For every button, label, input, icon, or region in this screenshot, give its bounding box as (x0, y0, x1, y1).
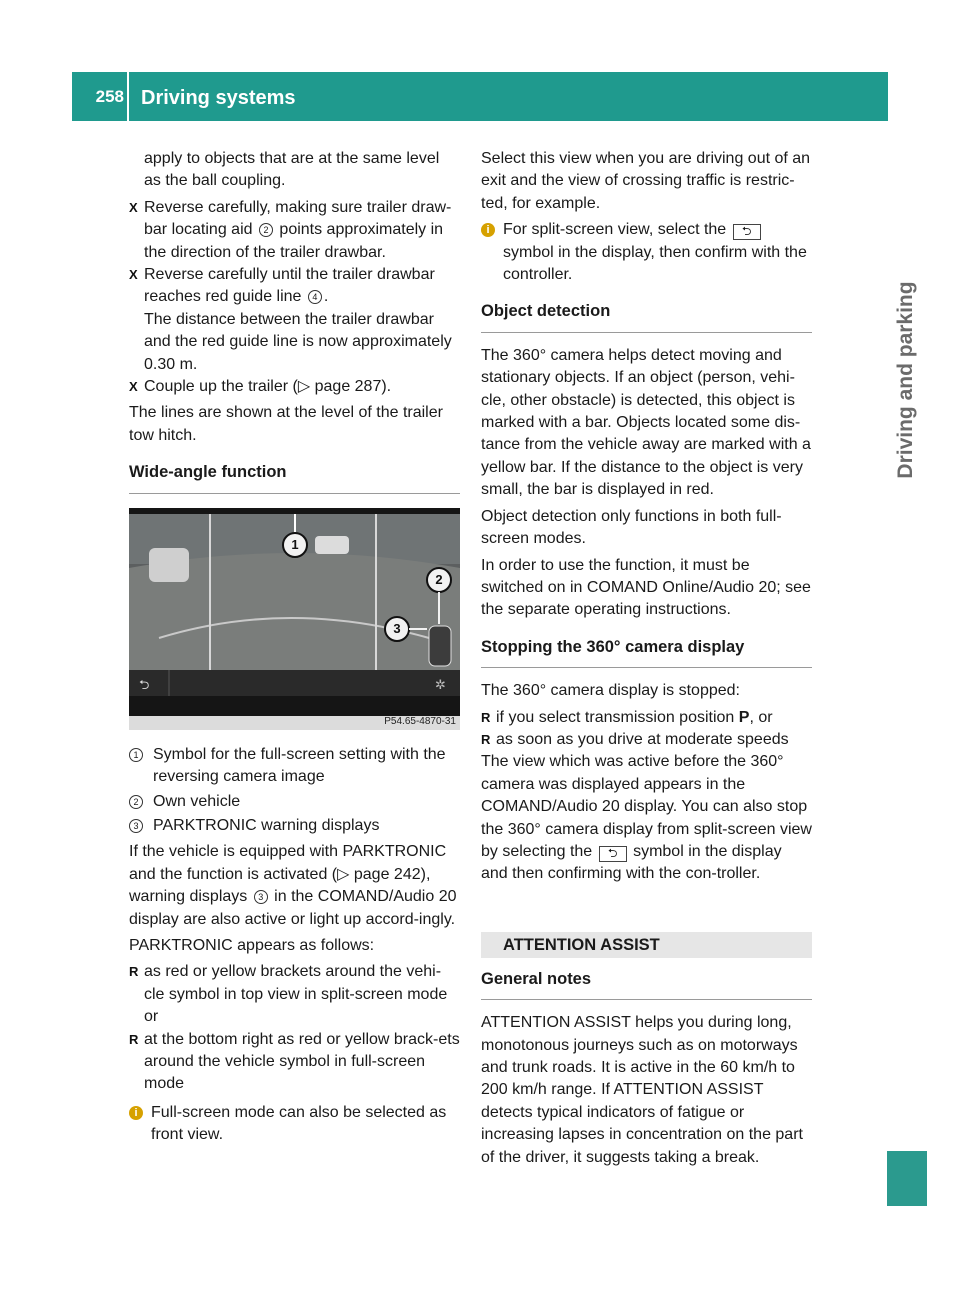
list-marker: R (129, 964, 139, 980)
back-arrow-icon[interactable]: ⮌ (139, 676, 150, 692)
legend-item: 1 Symbol for the full-screen setting with the reversing camera image (129, 744, 460, 789)
callout-2: 2 (435, 571, 443, 587)
info-note: i Full-screen mode can also be selected as front view. (129, 1102, 460, 1147)
paragraph: If the vehicle is equipped with PARKTRONIC and the function is activated (▷ page 242), warning displays 3 in the COMAND/Audio 20 display are also active or light up accord-ingly. (129, 843, 457, 928)
step-marker: X (129, 199, 138, 215)
list-marker: R (129, 1031, 139, 1047)
step-marker: X (129, 379, 138, 395)
list-marker: R (481, 709, 491, 725)
info-icon: i (481, 223, 495, 237)
page-ref-arrow-icon: ▷ (297, 378, 311, 396)
list-item: R at the bottom right as red or yellow brack-ets around the vehicle symbol in full-screen mode (129, 1030, 460, 1093)
page-number: 258 (95, 87, 124, 106)
right-column (481, 148, 812, 1173)
list-item: R as soon as you drive at moderate speeds (481, 729, 812, 751)
callout-3: 3 (393, 620, 401, 636)
step-item: X Reverse carefully until the trailer drawbar reaches red guide line 4 . The distance between the trailer drawbar and the red guide line is now approximately 0.30 m. (129, 266, 452, 373)
side-tab (876, 210, 936, 550)
step-item: X Couple up the trailer (▷ page 287). (129, 376, 460, 398)
side-block (887, 1151, 927, 1206)
section-heading: Object detection (481, 300, 812, 332)
callout-number: 3 (129, 819, 143, 833)
callout-number: 3 (254, 890, 268, 904)
paragraph: Select this view when you are driving out of an exit and the view of crossing traffic is restric-ted, for example. (481, 150, 811, 212)
page-ref-link[interactable]: page 242), warning displays (129, 865, 431, 906)
step-marker: X (129, 267, 138, 283)
paragraph: In order to use the function, it must be switched on in COMAND Online/Audio 20; see the separate operating instructions. (481, 556, 811, 619)
side-tab-label: Driving and parking (893, 281, 917, 479)
paragraph: The 360° camera display is stopped: (481, 682, 740, 700)
back-arrow-icon: ⮌ (733, 224, 761, 240)
section-heading: Stopping the 360° camera display (481, 636, 812, 668)
left-column (129, 148, 460, 1151)
callout-1: 1 (291, 536, 299, 552)
paragraph: apply to objects that are at the same level as the ball coupling. (144, 150, 440, 190)
paragraph: PARKTRONIC appears as follows: (129, 936, 375, 954)
section-heading: Wide-angle function (129, 461, 460, 493)
info-icon: i (129, 1106, 143, 1120)
legend-item: 2 Own vehicle (129, 791, 460, 813)
legend-item: 3 PARKTRONIC warning displays (129, 815, 460, 837)
paragraph: The view which was active before the 360° camera was displayed appears in the COMAND/Audio 20 display. You can also stop the 360° camera display from split-screen view by selecting the ⮌ symbol in the display and then confirming with the con-troller. (481, 753, 812, 883)
gear-icon[interactable]: ✲ (435, 676, 446, 692)
step-item: X Reverse carefully, making sure trailer draw-bar locating aid 2 points approximately in the direction of the trailer drawbar. (129, 198, 452, 261)
callout-number: 1 (129, 748, 143, 762)
list-marker: R (481, 731, 491, 747)
paragraph: The 360° camera helps detect moving and stationary objects. If an object (person, vehi-cle, other obstacle) is detected, this object is marked with a bar. Objects located some dis-tance from the vehicle away are marked with a yellow bar. If the distance to the object is very small, the bar is displayed in red. (481, 346, 811, 499)
figure-code: P54.65-4870-31 (384, 715, 456, 727)
callout-number: 4 (308, 290, 322, 304)
paragraph: The lines are shown at the level of the trailer tow hitch. (129, 404, 443, 444)
back-arrow-icon: ⮌ (599, 846, 627, 862)
list-item: R as red or yellow brackets around the vehi-cle symbol in top view in split-screen mode or (129, 963, 448, 1026)
paragraph: Object detection only functions in both full-screen modes. (481, 507, 782, 548)
section-heading: General notes (481, 968, 812, 1000)
section-title-box: ATTENTION ASSIST (481, 932, 812, 958)
page-ref-link[interactable]: page 287). (310, 378, 392, 396)
callout-number: 2 (129, 795, 143, 809)
camera-figure (129, 508, 460, 730)
page-ref-arrow-icon: ▷ (337, 865, 350, 883)
list-item: R if you select transmission position P, or (481, 707, 812, 729)
page-title: Driving systems (141, 87, 296, 109)
callout-number: 2 (259, 223, 273, 237)
paragraph: ATTENTION ASSIST helps you during long, monotonous journeys such as on motorways and trunk roads. It is active in the 60 km/h to 200 km/h range. If ATTENTION ASSIST detects typical indicators of fatigue or increasing lapses in concentration on the part of the driver, it suggests taking a break. (481, 1014, 803, 1166)
info-note: i For split-screen view, select the ⮌ symbol in the display, then confirm with the controller. (481, 219, 812, 286)
header-divider (127, 72, 129, 121)
